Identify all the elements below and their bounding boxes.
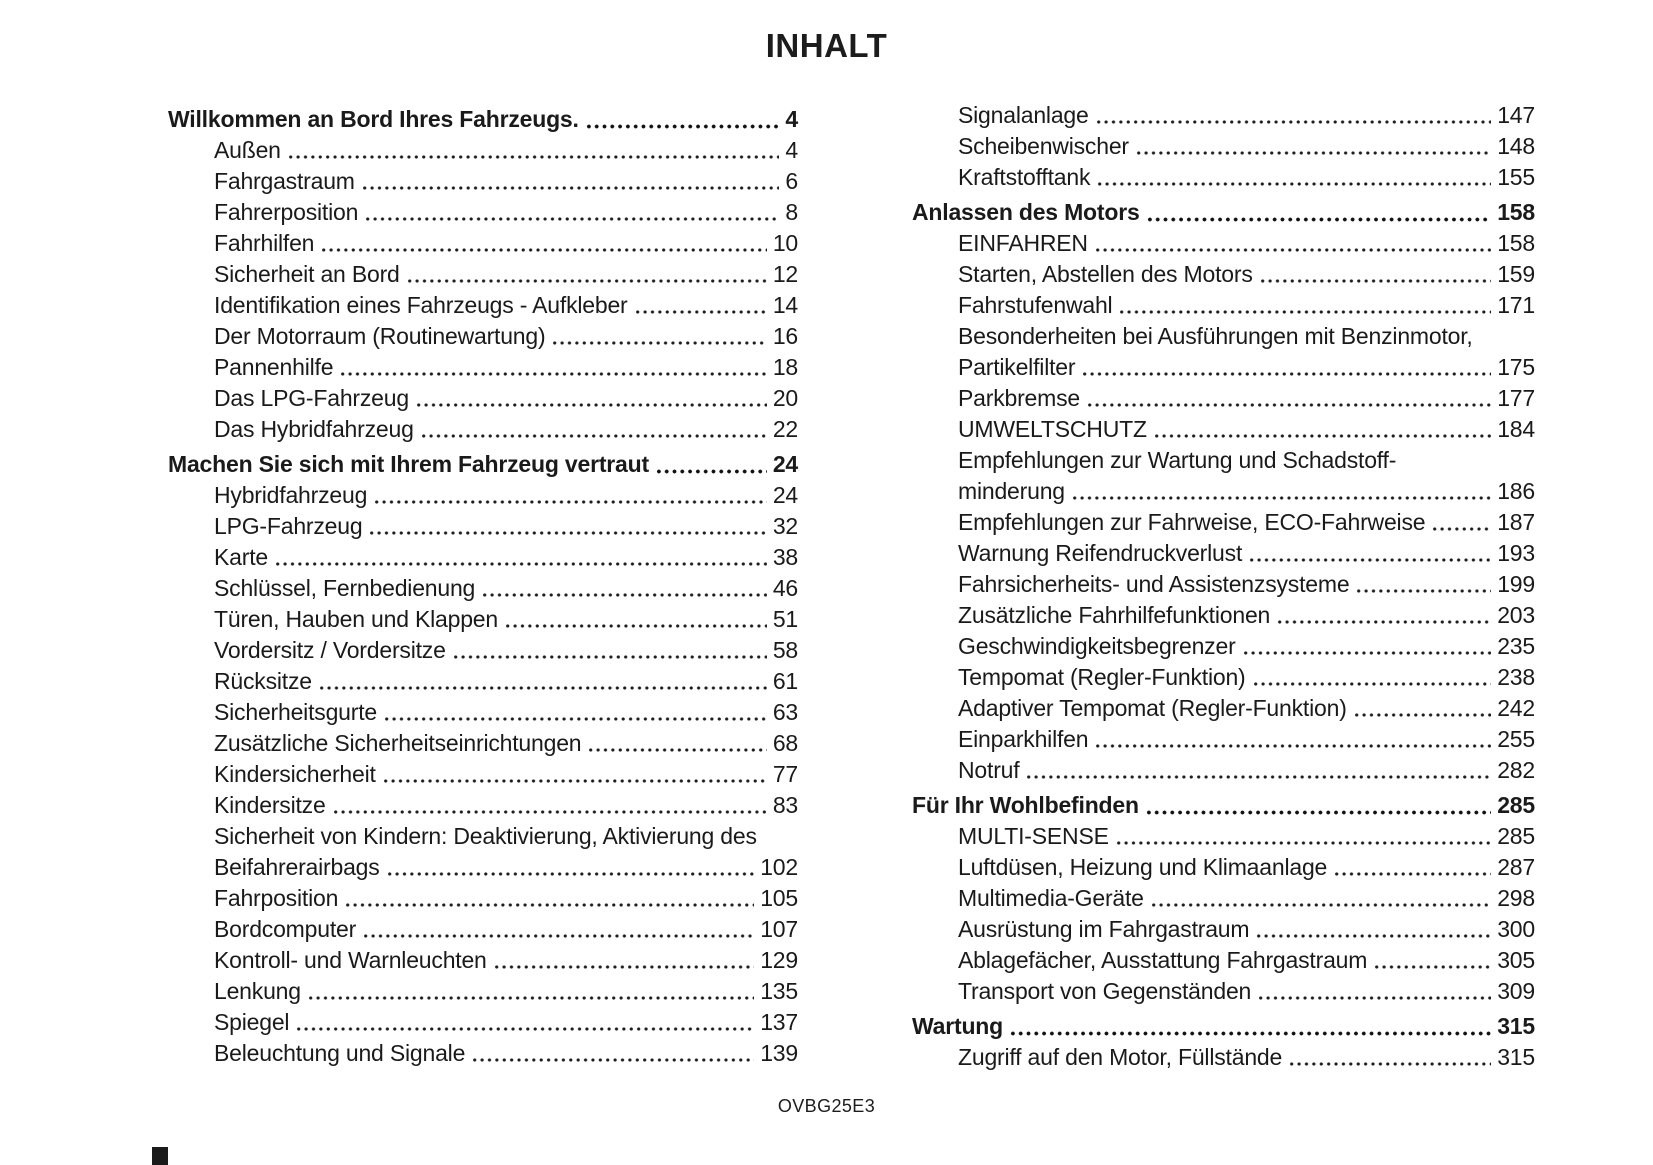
dotted-leader [1150, 883, 1491, 914]
toc-entry-page-number: 187 [1497, 509, 1535, 535]
dotted-leader [1259, 259, 1492, 290]
toc-section-entry [168, 449, 798, 480]
toc-entry [912, 976, 1535, 1007]
toc-entry-page-number: 77 [772, 761, 798, 787]
toc-entry-label: Scheibenwischer [958, 133, 1129, 159]
toc-entry-label: Fahrerposition [214, 199, 359, 225]
toc-entry-page-number: 238 [1497, 664, 1535, 690]
toc-entry-page-number: 285 [1497, 792, 1535, 818]
toc-entry-label: Bordcomputer [214, 916, 357, 942]
dotted-leader [1276, 600, 1491, 631]
toc-entry-label: Sicherheit von Kindern: Deaktivierung, Aktivierung des [214, 823, 757, 849]
toc-column-left [168, 100, 798, 1069]
toc-entry [168, 914, 798, 945]
dotted-leader [452, 635, 767, 666]
toc-entry [912, 914, 1535, 945]
toc-entry [168, 728, 798, 759]
toc-entry-page-number: 83 [772, 792, 798, 818]
toc-entry-label: Ablagefächer, Ausstattung Fahrgastraum [958, 947, 1368, 973]
toc-entry [912, 569, 1535, 600]
toc-entry-label: Transport von Gegenständen [958, 978, 1252, 1004]
toc-entry-label: Türen, Hauben und Klappen [214, 606, 498, 632]
toc-entry-label: Anlassen des Motors [912, 199, 1140, 225]
dotted-leader [1095, 100, 1492, 131]
toc-entry-page-number: 255 [1497, 726, 1535, 752]
dotted-leader [1118, 290, 1491, 321]
toc-entry-label: Das Hybridfahrzeug [214, 416, 414, 442]
toc-entry-page-number: 38 [772, 544, 798, 570]
toc-entry-label: Zusätzliche Sicherheitseinrichtungen [214, 730, 582, 756]
dotted-leader [386, 852, 755, 883]
toc-entry-label: Machen Sie sich mit Ihrem Fahrzeug vertraut [168, 451, 649, 477]
toc-entry-label: Ausrüstung im Fahrgastraum [958, 916, 1250, 942]
toc-entry-label: Beleuchtung und Signale [214, 1040, 466, 1066]
toc-entry-page-number: 287 [1497, 854, 1535, 880]
toc-entry-label: Sicherheit an Bord [214, 261, 400, 287]
toc-entry-label: Für Ihr Wohlbefinden [912, 792, 1139, 818]
toc-entry-page-number: 137 [760, 1009, 798, 1035]
toc-entry-page-number: 129 [760, 947, 798, 973]
toc-entry-page-number: 315 [1497, 1013, 1535, 1039]
toc-entry-page-number: 203 [1497, 602, 1535, 628]
toc-entry-page-number: 155 [1497, 164, 1535, 190]
toc-entry-page-number: 305 [1497, 947, 1535, 973]
toc-entry-label: UMWELTSCHUTZ [958, 416, 1147, 442]
toc-entry-label: Einparkhilfen [958, 726, 1089, 752]
dotted-leader [307, 976, 754, 1007]
toc-entry-label: Fahrgastraum [214, 168, 355, 194]
toc-entry [168, 480, 798, 511]
toc-entry [168, 414, 798, 445]
dotted-leader [344, 883, 754, 914]
toc-entry-page-number: 22 [772, 416, 798, 442]
toc-entry-page-number: 158 [1497, 199, 1535, 225]
toc-entry [912, 724, 1535, 755]
dotted-leader [1373, 945, 1491, 976]
dotted-leader [1135, 131, 1491, 162]
toc-entry-page-number: 285 [1497, 823, 1535, 849]
toc-entry-label: Adaptiver Tempomat (Regler-Funktion) [958, 695, 1347, 721]
toc-entry-label: Besonderheiten bei Ausführungen mit Benzinmotor, [958, 323, 1473, 349]
toc-entry-label: Tempomat (Regler-Funktion) [958, 664, 1246, 690]
toc-entry [912, 600, 1535, 631]
toc-entry-label: Pannenhilfe [214, 354, 334, 380]
toc-entry [168, 573, 798, 604]
toc-entry-page-number: 32 [772, 513, 798, 539]
dotted-leader [1081, 352, 1491, 383]
toc-entry-label: Partikelfilter [958, 354, 1076, 380]
toc-entry-page-number: 24 [772, 451, 798, 477]
dotted-leader [320, 228, 767, 259]
toc-entry [912, 1042, 1535, 1073]
dotted-leader [406, 259, 767, 290]
toc-entry [168, 321, 798, 352]
toc-entry-page-number: 135 [760, 978, 798, 1004]
toc-entry-label: Das LPG-Fahrzeug [214, 385, 409, 411]
toc-entry [912, 662, 1535, 693]
toc-entry-label: Kindersicherheit [214, 761, 376, 787]
dotted-leader [655, 449, 767, 480]
toc-entry-page-number: 8 [785, 199, 798, 225]
toc-entry [168, 790, 798, 821]
toc-entry [912, 852, 1535, 883]
dotted-leader [1353, 693, 1492, 724]
toc-entry-page-number: 20 [772, 385, 798, 411]
toc-entry-page-number: 68 [772, 730, 798, 756]
toc-entry [168, 166, 798, 197]
toc-entry [168, 976, 798, 1007]
toc-entry-label: Beifahrerairbags [214, 854, 380, 880]
toc-entry [168, 1007, 798, 1038]
toc-entry [912, 883, 1535, 914]
toc-entry-label: Kindersitze [214, 792, 326, 818]
toc-section-entry [912, 790, 1535, 821]
toc-entry [912, 352, 1535, 383]
toc-entry-label: minderung [958, 478, 1065, 504]
dotted-leader [382, 759, 767, 790]
dotted-leader [1333, 852, 1491, 883]
toc-entry-label: Rücksitze [214, 668, 312, 694]
toc-entry [168, 697, 798, 728]
footer-document-code: OVBG25E3 [777, 1096, 876, 1116]
toc-entry-page-number: 24 [772, 482, 798, 508]
toc-entry [912, 162, 1535, 193]
dotted-leader [364, 197, 779, 228]
dotted-leader [373, 480, 767, 511]
toc-entry-page-number: 61 [772, 668, 798, 694]
toc-entry-page-number: 282 [1497, 757, 1535, 783]
toc-section-entry [912, 1011, 1535, 1042]
toc-entry-page-number: 10 [772, 230, 798, 256]
dotted-leader [274, 542, 767, 573]
dotted-leader [368, 511, 766, 542]
toc-entry-page-number: 193 [1497, 540, 1535, 566]
dotted-leader [1257, 976, 1491, 1007]
toc-entry-label: Identifikation eines Fahrzeugs - Aufkleber [214, 292, 628, 318]
dotted-leader [383, 697, 767, 728]
toc-entry-page-number: 63 [772, 699, 798, 725]
toc-entry-label: Fahrposition [214, 885, 339, 911]
toc-entry-page-number: 158 [1497, 230, 1535, 256]
toc-entry [168, 1038, 798, 1069]
toc-entry [912, 131, 1535, 162]
toc-entry-label: LPG-Fahrzeug [214, 513, 363, 539]
toc-entry [912, 476, 1535, 507]
toc-entry-page-number: 51 [772, 606, 798, 632]
toc-entry-label: Kontroll- und Warnleuchten [214, 947, 487, 973]
toc-entry [168, 197, 798, 228]
dotted-leader [585, 104, 780, 135]
toc-entry-label: Empfehlungen zur Fahrweise, ECO-Fahrweise [958, 509, 1426, 535]
toc-section-entry [168, 104, 798, 135]
page-corner-mark [152, 1147, 168, 1165]
toc-entry-page-number: 315 [1497, 1044, 1535, 1070]
dotted-leader [339, 352, 767, 383]
toc-entry-page-number: 147 [1497, 102, 1535, 128]
dotted-leader [362, 914, 754, 945]
toc-entry-label: Willkommen an Bord Ihres Fahrzeugs. [168, 106, 579, 132]
toc-entry-page-number: 235 [1497, 633, 1535, 659]
dotted-leader [493, 945, 755, 976]
toc-entry-label: Außen [214, 137, 281, 163]
dotted-leader [1009, 1011, 1491, 1042]
toc-entry-page-number: 107 [760, 916, 798, 942]
toc-entry-label: Notruf [958, 757, 1020, 783]
toc-entry-label: Hybridfahrzeug [214, 482, 368, 508]
dotted-leader [295, 1007, 754, 1038]
toc-entry-page-number: 186 [1497, 478, 1535, 504]
toc-entry [168, 290, 798, 321]
toc-entry [912, 100, 1535, 131]
toc-entry-page-number: 242 [1497, 695, 1535, 721]
toc-entry [168, 352, 798, 383]
toc-entry [168, 759, 798, 790]
toc-entry-label: Luftdüsen, Heizung und Klimaanlage [958, 854, 1328, 880]
toc-entry-page-number: 4 [785, 137, 798, 163]
toc-entry-label: Parkbremse [958, 385, 1080, 411]
toc-entry-page-number: 298 [1497, 885, 1535, 911]
toc-entry [168, 635, 798, 666]
toc-entry-page-number: 300 [1497, 916, 1535, 942]
dotted-leader [551, 321, 766, 352]
dotted-leader [1248, 538, 1491, 569]
toc-entry [168, 604, 798, 635]
toc-entry [912, 383, 1535, 414]
toc-entry [912, 507, 1535, 538]
toc-entry-label: Empfehlungen zur Wartung und Schadstoff- [958, 447, 1397, 473]
toc-entry-label: Kraftstofftank [958, 164, 1091, 190]
toc-entry-label: Geschwindigkeitsbegrenzer [958, 633, 1236, 659]
toc-entry-page-number: 184 [1497, 416, 1535, 442]
toc-entry-label: Fahrstufenwahl [958, 292, 1113, 318]
toc-entry-label: Karte [214, 544, 268, 570]
dotted-leader [504, 604, 767, 635]
toc-entry [168, 542, 798, 573]
toc-entry [912, 755, 1535, 786]
dotted-leader [1153, 414, 1491, 445]
toc-entry-label: Der Motorraum (Routinewartung) [214, 323, 546, 349]
toc-entry-page-number: 58 [772, 637, 798, 663]
toc-entry-label: Warnung Reifendruckverlust [958, 540, 1243, 566]
toc-entry-wrap-line [168, 821, 798, 852]
dotted-leader [634, 290, 767, 321]
toc-entry-wrap-line [912, 321, 1535, 352]
toc-entry-page-number: 159 [1497, 261, 1535, 287]
dotted-leader [481, 573, 767, 604]
toc-entry [912, 228, 1535, 259]
dotted-leader [1252, 662, 1492, 693]
toc-entry-page-number: 105 [760, 885, 798, 911]
toc-entry-label: Fahrsicherheits- und Assistenzsysteme [958, 571, 1350, 597]
toc-entry-wrap-line [912, 445, 1535, 476]
dotted-leader [1094, 724, 1491, 755]
toc-entry-page-number: 148 [1497, 133, 1535, 159]
dotted-leader [1094, 228, 1491, 259]
toc-entry-page-number: 309 [1497, 978, 1535, 1004]
toc-entry [168, 852, 798, 883]
toc-entry-page-number: 18 [772, 354, 798, 380]
toc-entry-page-number: 171 [1497, 292, 1535, 318]
dotted-leader [1431, 507, 1491, 538]
dotted-leader [415, 383, 767, 414]
dotted-leader [1242, 631, 1492, 662]
toc-entry [168, 511, 798, 542]
toc-section-entry [912, 197, 1535, 228]
dotted-leader [1288, 1042, 1491, 1073]
toc-entry-page-number: 6 [785, 168, 798, 194]
dotted-leader [1145, 790, 1491, 821]
toc-entry-page-number: 4 [785, 106, 798, 132]
toc-entry-page-number: 102 [760, 854, 798, 880]
dotted-leader [361, 166, 780, 197]
dotted-leader [1071, 476, 1491, 507]
toc-entry [912, 290, 1535, 321]
toc-entry-label: EINFAHREN [958, 230, 1088, 256]
toc-column-right [912, 100, 1535, 1073]
toc-entry-page-number: 175 [1497, 354, 1535, 380]
toc-entry [912, 631, 1535, 662]
dotted-leader [471, 1038, 754, 1069]
toc-entry [168, 228, 798, 259]
dotted-leader [1096, 162, 1491, 193]
toc-entry-label: Zusätzliche Fahrhilfefunktionen [958, 602, 1271, 628]
dotted-leader [332, 790, 767, 821]
dotted-leader [420, 414, 767, 445]
toc-entry-label: Schlüssel, Fernbedienung [214, 575, 476, 601]
dotted-leader [587, 728, 766, 759]
toc-entry-page-number: 14 [772, 292, 798, 318]
dotted-leader [1115, 821, 1491, 852]
dotted-leader [287, 135, 780, 166]
dotted-leader [318, 666, 767, 697]
toc-entry [168, 135, 798, 166]
toc-entry [168, 883, 798, 914]
dotted-leader [1086, 383, 1491, 414]
toc-entry-page-number: 16 [772, 323, 798, 349]
toc-entry [168, 945, 798, 976]
dotted-leader [1146, 197, 1492, 228]
toc-entry [912, 259, 1535, 290]
toc-entry-page-number: 199 [1497, 571, 1535, 597]
toc-entry-label: Starten, Abstellen des Motors [958, 261, 1253, 287]
toc-entry [912, 693, 1535, 724]
toc-entry [912, 945, 1535, 976]
toc-entry-page-number: 177 [1497, 385, 1535, 411]
toc-entry-label: Wartung [912, 1013, 1004, 1039]
toc-entry-label: Vordersitz / Vordersitze [214, 637, 446, 663]
toc-entry-label: Signalanlage [958, 102, 1089, 128]
toc-entry-label: Lenkung [214, 978, 301, 1004]
dotted-leader [1355, 569, 1491, 600]
toc-entry-label: Multimedia-Geräte [958, 885, 1144, 911]
page-title: INHALT [765, 27, 888, 64]
toc-entry-page-number: 139 [760, 1040, 798, 1066]
dotted-leader [1255, 914, 1491, 945]
toc-entry-label: MULTI-SENSE [958, 823, 1109, 849]
toc-entry-label: Spiegel [214, 1009, 290, 1035]
toc-entry [912, 821, 1535, 852]
toc-entry [912, 414, 1535, 445]
toc-entry-label: Fahrhilfen [214, 230, 315, 256]
toc-entry-page-number: 12 [772, 261, 798, 287]
toc-entry [168, 383, 798, 414]
toc-entry [912, 538, 1535, 569]
toc-entry-page-number: 46 [772, 575, 798, 601]
toc-entry [168, 259, 798, 290]
dotted-leader [1025, 755, 1491, 786]
toc-entry [168, 666, 798, 697]
toc-entry-label: Sicherheitsgurte [214, 699, 377, 725]
toc-entry-label: Zugriff auf den Motor, Füllstände [958, 1044, 1283, 1070]
